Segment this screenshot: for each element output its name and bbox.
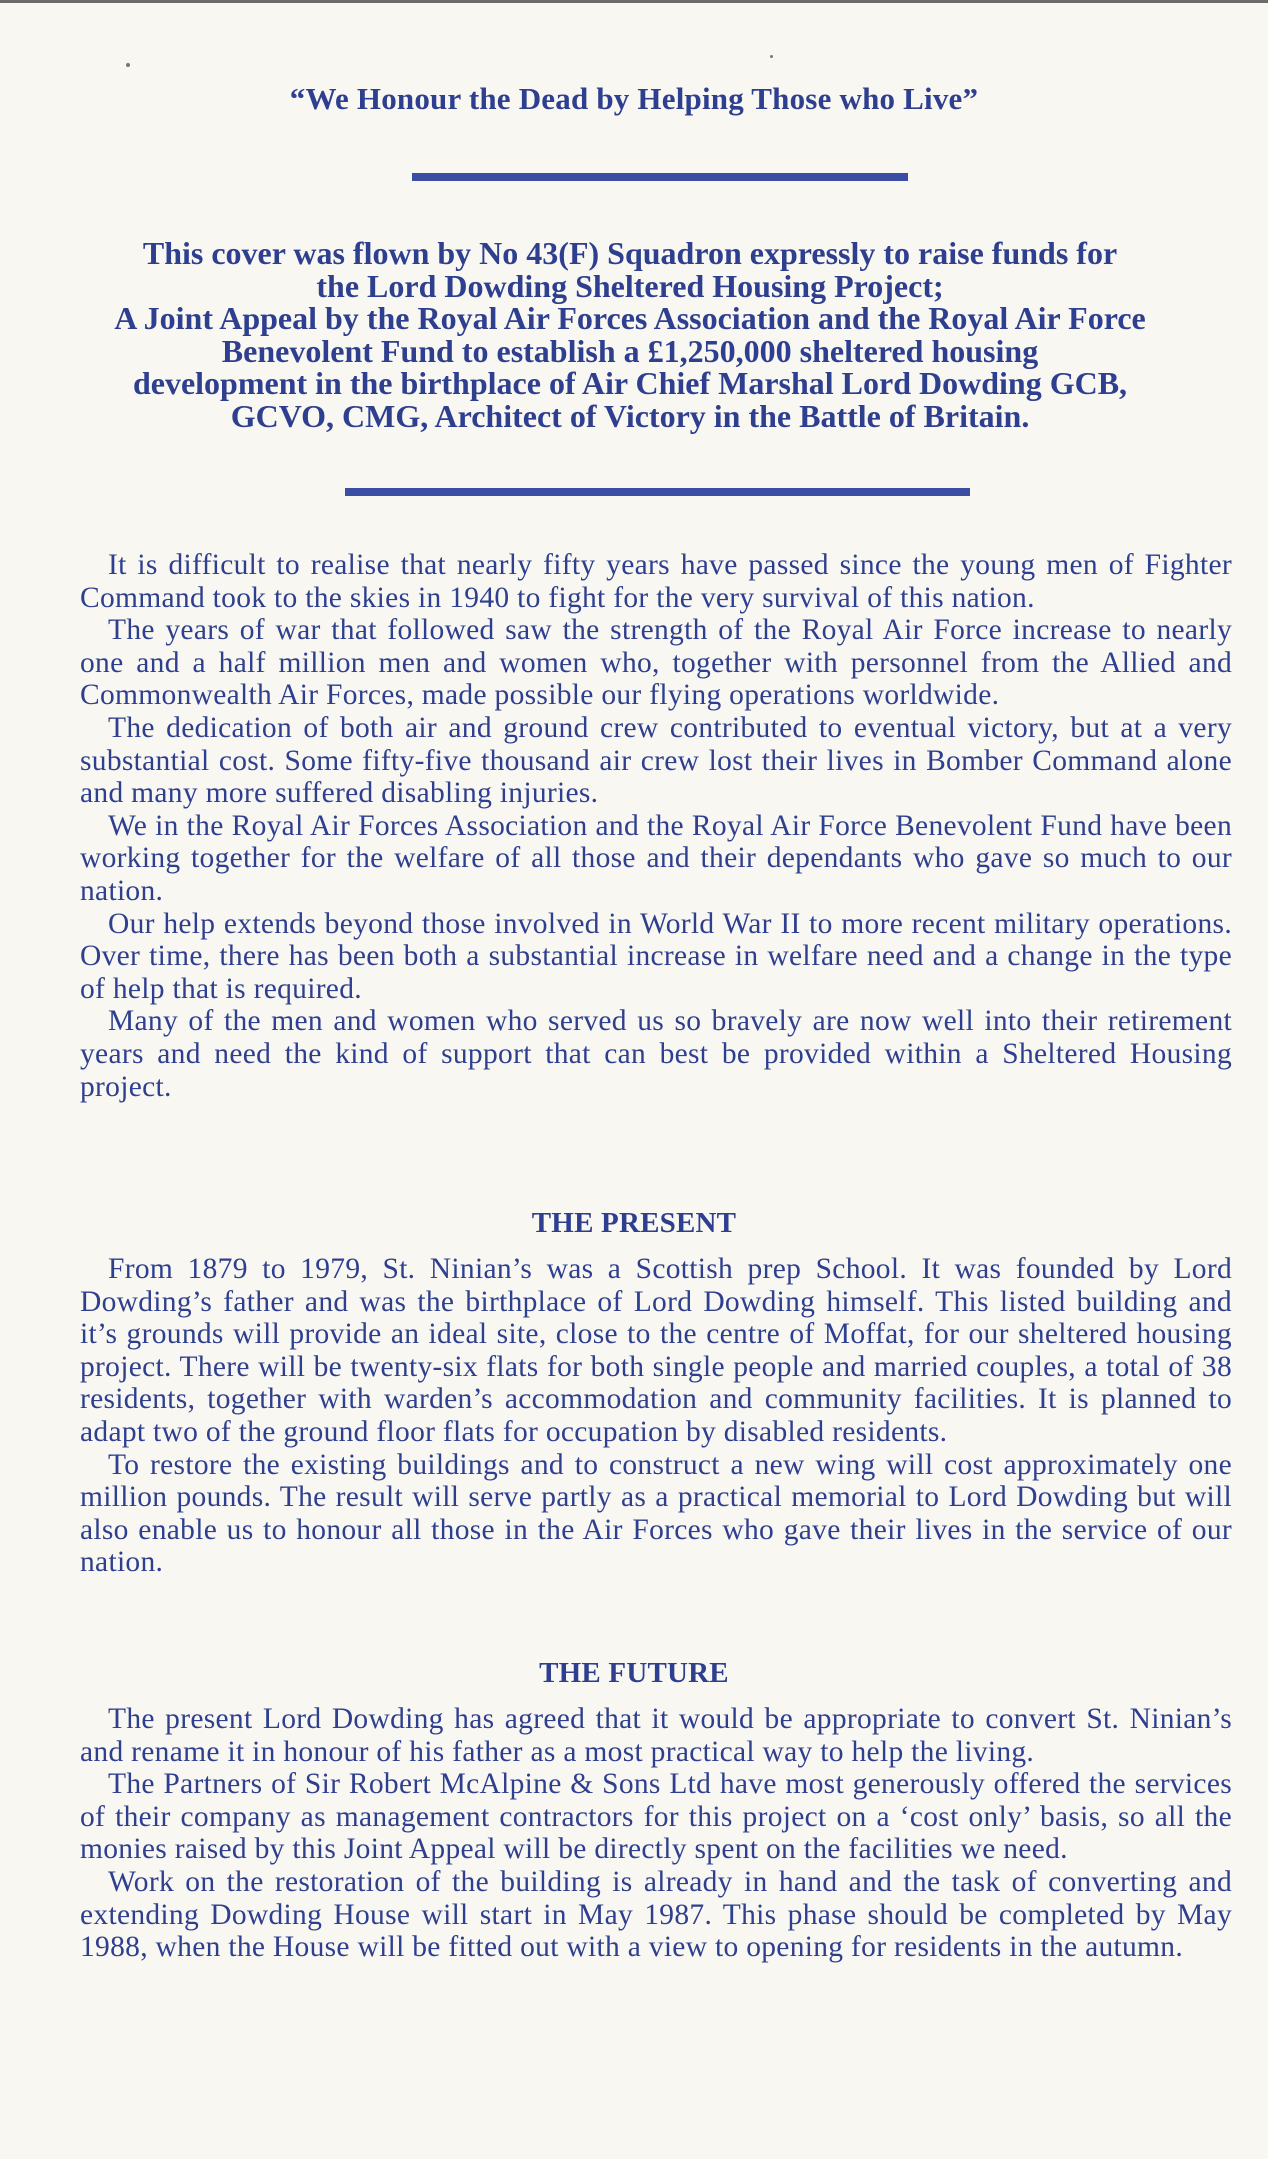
intro-line: GCVO, CMG, Architect of Victory in the Battle of Britain. xyxy=(230,397,1030,434)
present-paragraph: From 1879 to 1979, St. Ninian’s was a Scottish prep School. It was founded by Lord Dowding’s father and was the birthplace of Lord Dowding himself. This listed building and it’s grounds will provide an ideal site, close to the centre of Moffat, for our sheltered housing project. There will be twenty-six flats for both single people and married couples, a total of 38 residents, together with warden’s accommodation and community facilities. It is planned to adapt two of the ground floor flats for occupation by disabled residents. xyxy=(80,1253,1232,1448)
body-paragraph: The years of war that followed saw the strength of the Royal Air Force increase to nearly one and a half million men and women who, together with personnel from the Allied and Commonwealth Air Forces, made possible our flying operations worldwide. xyxy=(80,614,1232,712)
section-heading-present: THE PRESENT xyxy=(531,1207,737,1239)
future-paragraph: Work on the restoration of the building is already in hand and the task of converting and extending Dowding House will start in May 1987. This phase should be completed by May 1988, when the House will be fitted out with a view to opening for residents in the autumn. xyxy=(80,1865,1232,1964)
intro-line: A Joint Appeal by the Royal Air Forces Association and the Royal Air Force xyxy=(114,300,1146,336)
divider-rule xyxy=(412,173,908,181)
paper-speck xyxy=(770,55,773,58)
body-paragraph: The dedication of both air and ground crew contributed to eventual victory, but at a very substantial cost. Some fifty-five thousand air crew lost their lives in Bomber Command alone and many more suffered disabling injuries. xyxy=(80,711,1232,810)
body-text xyxy=(80,549,1232,1103)
body-paragraph: Many of the men and women who served us so bravely are now well into their retirement years and need the kind of support that can best be provided within a Sheltered Housing project. xyxy=(80,1005,1232,1103)
body-paragraph: Our help extends beyond those involved in World War II to more recent military operations. Over time, there has been both a substantial increase in welfare need and a change in the type of help that is required. xyxy=(80,907,1232,1005)
section-heading-future: THE FUTURE xyxy=(539,1657,729,1689)
future-paragraph: The present Lord Dowding has agreed that it would be appropriate to convert St. Ninian’s and rename it in honour of his father as a most practical way to help the living. xyxy=(80,1703,1232,1768)
body-paragraph: We in the Royal Air Forces Association and the Royal Air Force Benevolent Fund have been working together for the welfare of all those and their dependants who gave so much to our nation. xyxy=(80,809,1232,907)
intro-line: the Lord Dowding Sheltered Housing Project; xyxy=(316,267,944,304)
present-paragraph: To restore the existing buildings and to construct a new wing will cost approximately one million pounds. The result will serve partly as a practical memorial to Lord Dowding but will also enable us to honour all those in the Air Forces who gave their lives in the service of our nation. xyxy=(80,1448,1232,1579)
intro-line: This cover was flown by No 43(F) Squadron expressly to raise funds for xyxy=(142,235,1118,271)
intro-statement xyxy=(60,237,1200,432)
paper-speck xyxy=(126,63,130,67)
future-paragraph: The Partners of Sir Robert McAlpine & Sons Ltd have most generously offered the services of their company as management contractors for this project on a ‘cost only’ basis, so all the monies raised by this Joint Appeal will be directly spent on the facilities we need. xyxy=(80,1768,1232,1866)
intro-line: development in the birthplace of Air Chief Marshal Lord Dowding GCB, xyxy=(132,365,1128,401)
body-paragraph: It is difficult to realise that nearly fifty years have passed since the young men of Fighter Command took to the skies in 1940 to fight for the very survival of this nation. xyxy=(80,549,1232,614)
divider-rule xyxy=(345,488,970,496)
future-text xyxy=(80,1703,1232,1964)
intro-line: Benevolent Fund to establish a £1,250,000 sheltered housing xyxy=(221,332,1039,369)
motto-heading: “We Honour the Dead by Helping Those who Live” xyxy=(289,81,979,116)
present-text xyxy=(80,1253,1232,1579)
